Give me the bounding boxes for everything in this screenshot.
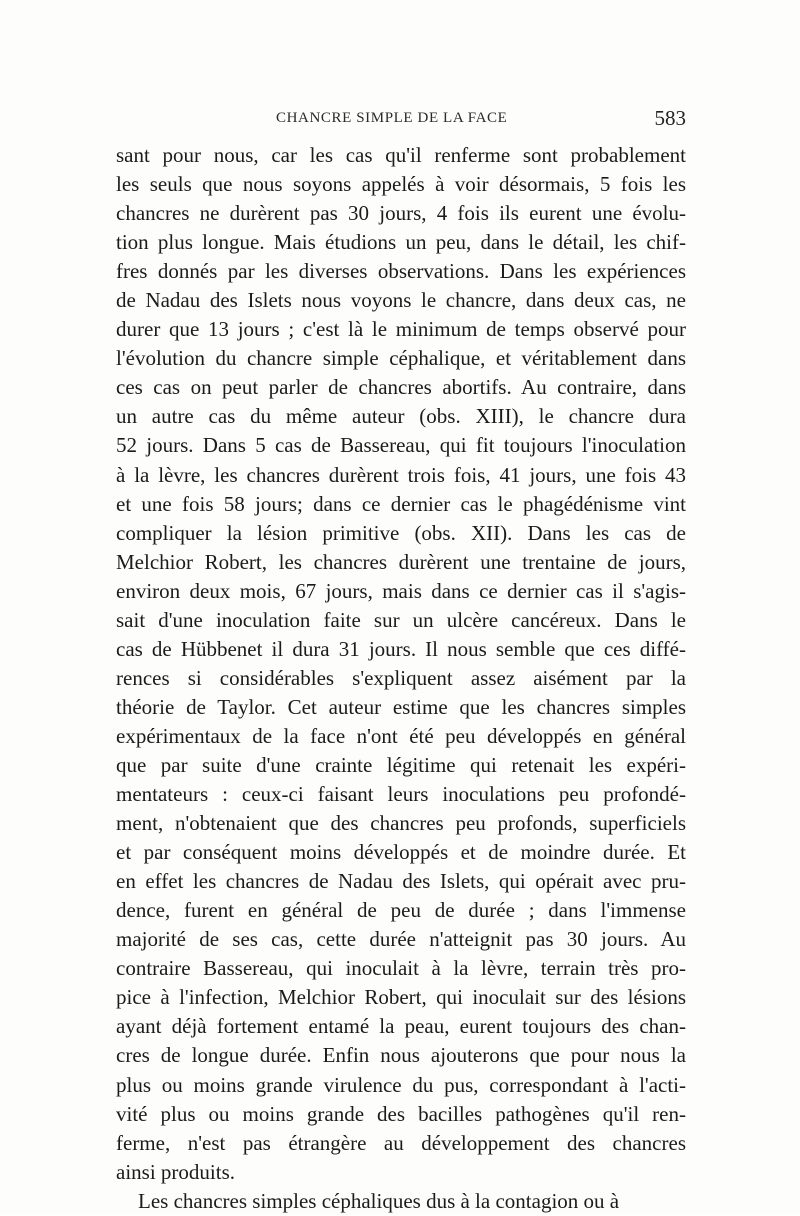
text-line: ayant déjà fortement entamé la peau, eurent toujours des chan- — [116, 1014, 686, 1039]
text-line: compliquer la lésion primitive (obs. XII). Dans les cas de — [116, 520, 686, 545]
text-line: durer que 13 jours ; c'est là le minimum de temps observé pour — [116, 317, 686, 342]
text-line: sait d'une inoculation faite sur un ulcère cancéreux. Dans le — [116, 607, 686, 632]
page-header — [116, 106, 686, 134]
text-line: l'évolution du chancre simple céphalique, et véritablement dans — [116, 346, 686, 371]
text-line: tion plus longue. Mais étudions un peu, dans le détail, les chif- — [116, 230, 686, 255]
body-text — [116, 141, 686, 1216]
text-line: théorie de Taylor. Cet auteur estime que les chancres simples — [116, 694, 686, 719]
text-line: que par suite d'une crainte légitime qui retenait les expéri- — [116, 752, 686, 777]
text-line: fres donnés par les diverses observations. Dans les expériences — [116, 259, 686, 284]
text-line: majorité de ses cas, cette durée n'atteignit pas 30 jours. Au — [116, 927, 686, 952]
text-line: dence, furent en général de peu de durée ; dans l'immense — [116, 898, 686, 923]
text-line: mentateurs : ceux-ci faisant leurs inoculations peu profondé- — [116, 782, 686, 807]
paragraph-end-line: ainsi produits. — [116, 1159, 235, 1184]
text-line: environ deux mois, 67 jours, mais dans ce dernier cas il s'agis- — [116, 578, 686, 603]
text-line: pice à l'infection, Melchior Robert, qui inoculait sur des lésions — [116, 985, 686, 1010]
text-line: plus ou moins grande virulence du pus, correspondant à l'acti- — [116, 1072, 686, 1097]
text-line: et une fois 58 jours; dans ce dernier cas le phagédénisme vint — [116, 491, 686, 516]
text-line: un autre cas du même auteur (obs. XIII), le chancre dura — [116, 404, 686, 429]
text-line: vité plus ou moins grande des bacilles pathogènes qu'il ren- — [116, 1101, 686, 1126]
text-line: ment, n'obtenaient que des chancres peu profonds, superficiels — [116, 811, 686, 836]
text-line: en effet les chancres de Nadau des Islets, qui opérait avec pru- — [116, 869, 686, 894]
text-line: Melchior Robert, les chancres durèrent une trentaine de jours, — [116, 549, 686, 574]
text-line: à la lèvre, les chancres durèrent trois fois, 41 jours, une fois 43 — [116, 462, 686, 487]
text-line: de Nadau des Islets nous voyons le chancre, dans deux cas, ne — [116, 288, 686, 313]
text-line: cres de longue durée. Enfin nous ajouterons que pour nous la — [116, 1043, 686, 1068]
text-line: ferme, n'est pas étrangère au développement des chancres — [116, 1130, 686, 1155]
text-line: contraire Bassereau, qui inoculait à la lèvre, terrain très pro- — [116, 956, 686, 981]
paragraph-start-line: Les chancres simples céphaliques dus à la contagion ou à — [138, 1188, 620, 1213]
text-line: 52 jours. Dans 5 cas de Bassereau, qui fit toujours l'inoculation — [116, 433, 686, 458]
running-head: CHANCRE SIMPLE DE LA FACE — [276, 110, 508, 126]
text-line: chancres ne durèrent pas 30 jours, 4 fois ils eurent une évolu- — [116, 201, 686, 226]
text-line: ces cas on peut parler de chancres abortifs. Au contraire, dans — [116, 375, 686, 400]
text-line: rences si considérables s'expliquent assez aisément par la — [116, 665, 686, 690]
text-line: et par conséquent moins développés et de moindre durée. Et — [116, 840, 686, 865]
text-line: sant pour nous, car les cas qu'il renferme sont probablement — [116, 143, 686, 167]
text-line: expérimentaux de la face n'ont été peu développés en général — [116, 723, 686, 748]
text-line: cas de Hübbenet il dura 31 jours. Il nous semble que ces diffé- — [116, 636, 686, 661]
page-number: 583 — [654, 106, 686, 130]
text-line: les seuls que nous soyons appelés à voir désormais, 5 fois les — [116, 172, 686, 197]
